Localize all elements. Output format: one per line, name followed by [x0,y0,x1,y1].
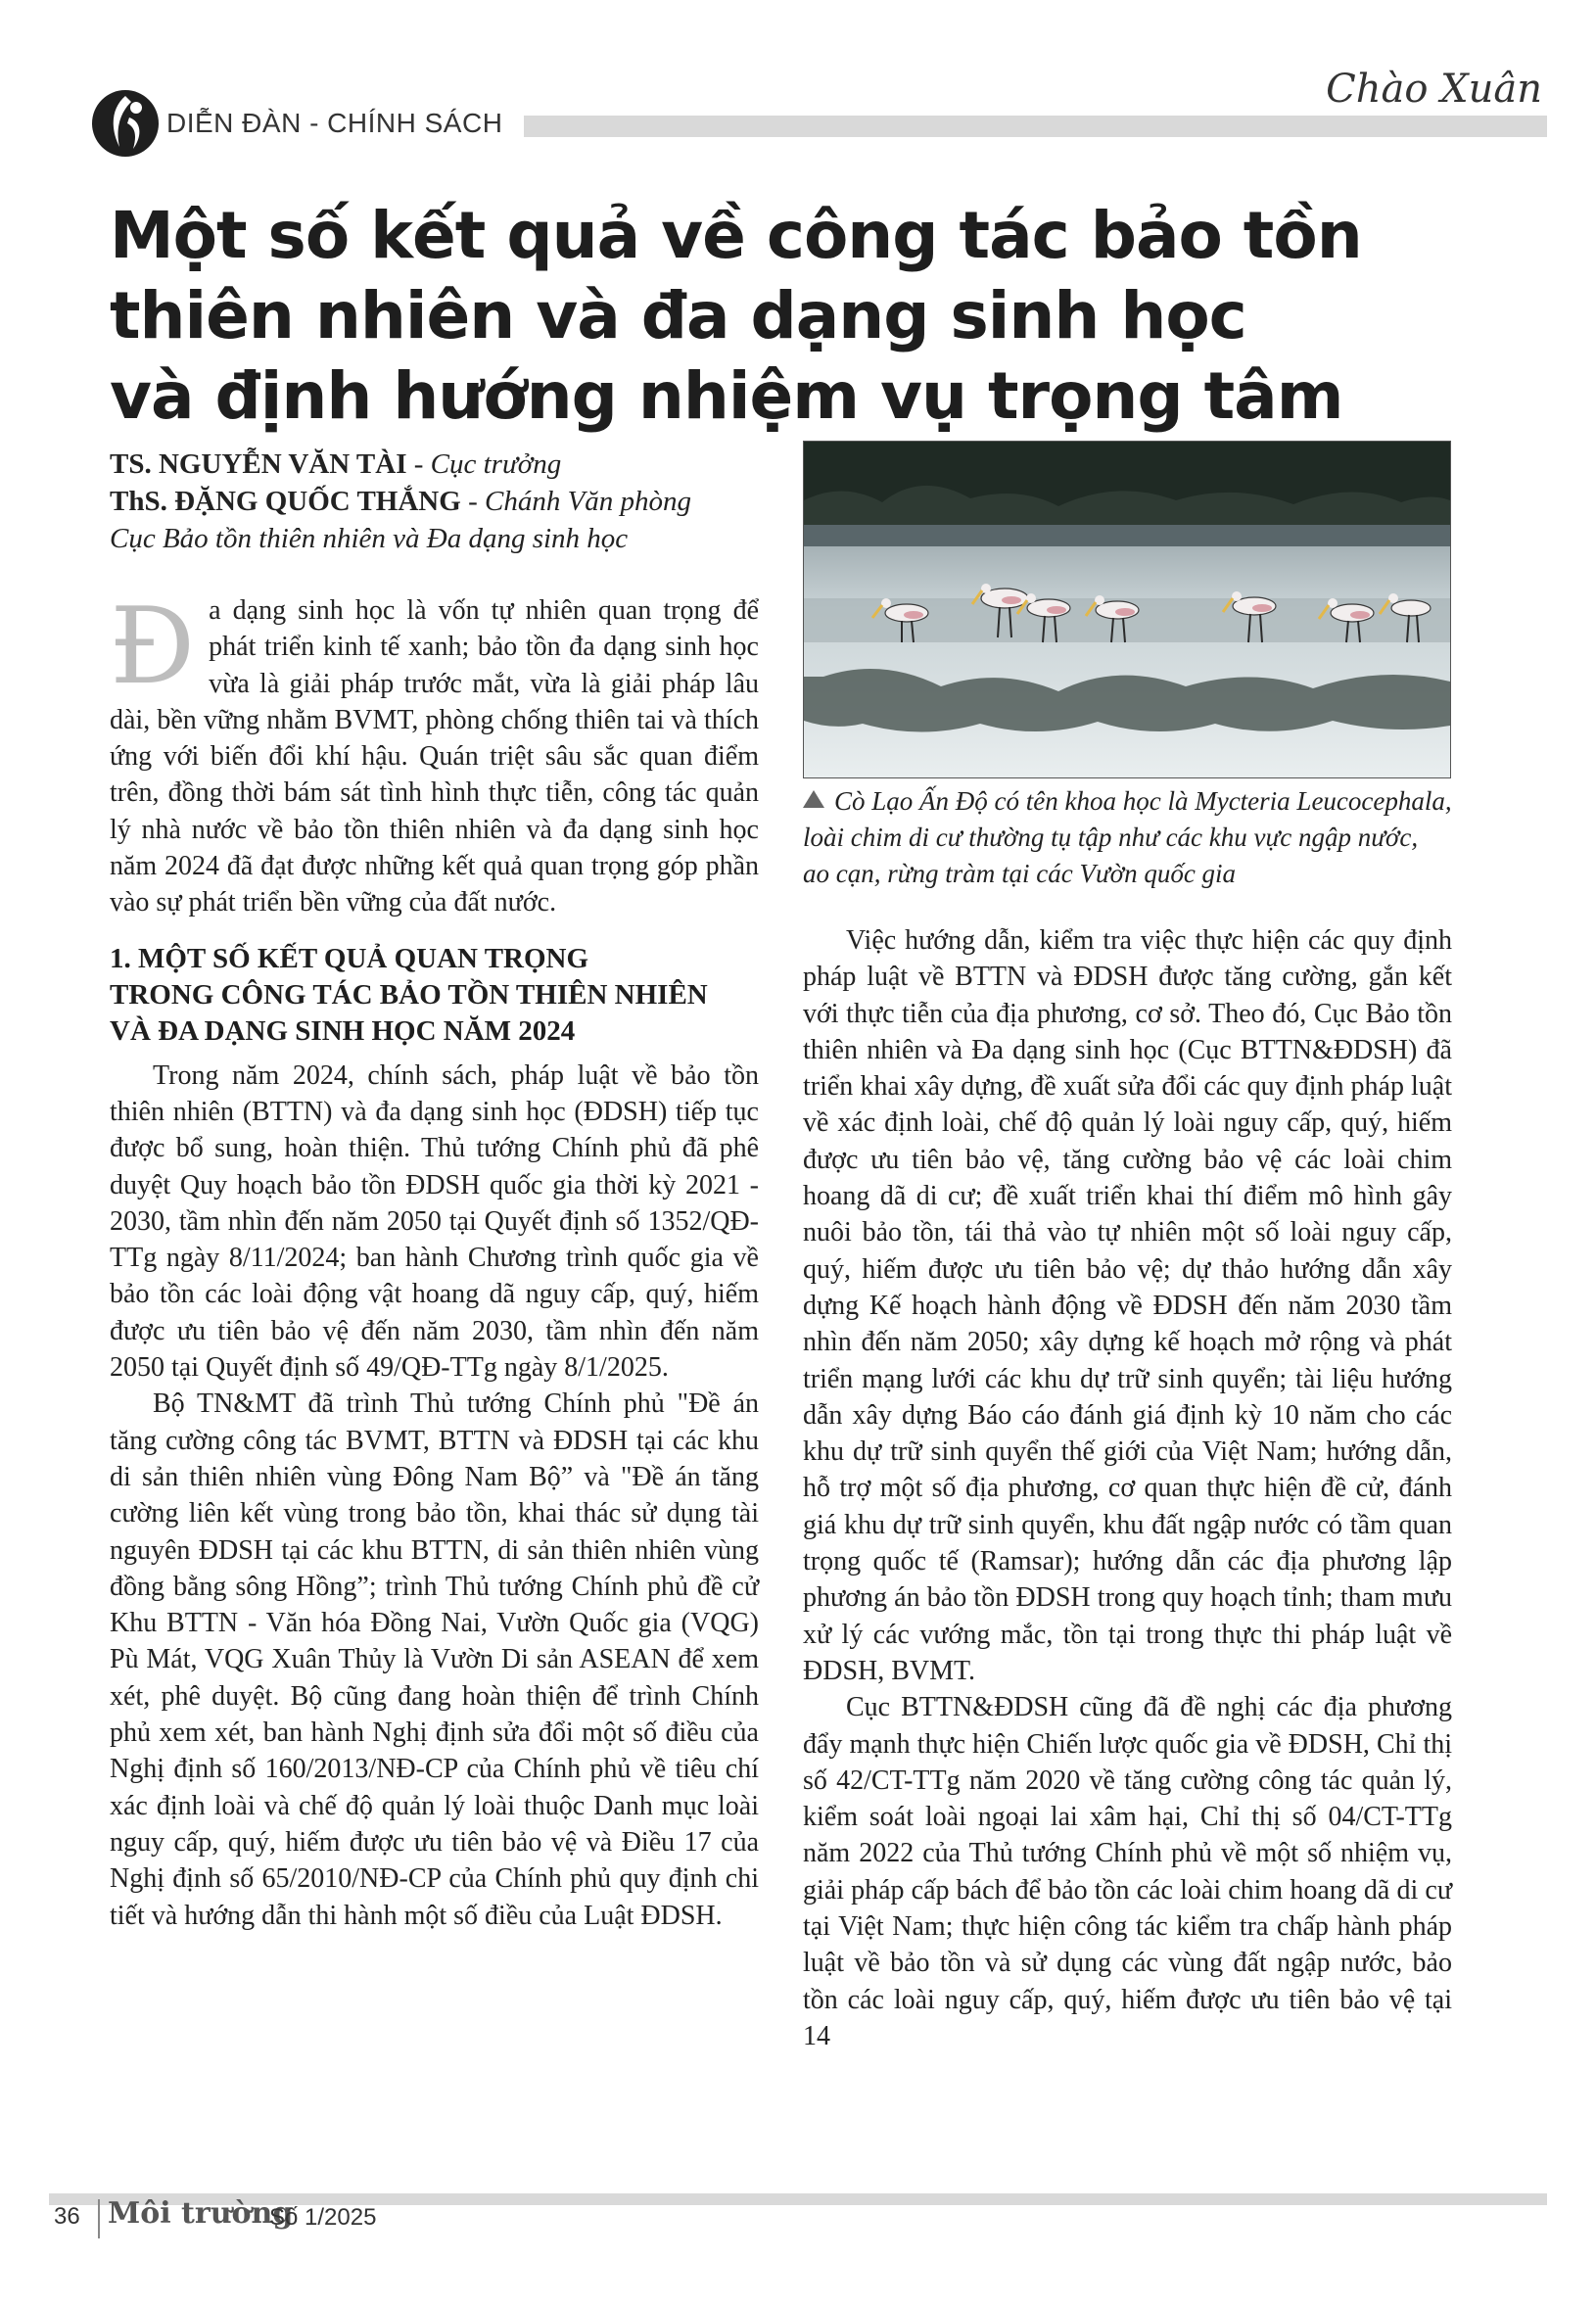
triangle-up-icon [803,790,824,808]
heading-line: VÀ ĐA DẠNG SINH HỌC NĂM 2024 [110,1014,576,1047]
body-paragraph: Việc hướng dẫn, kiểm tra việc thực hiện các quy định pháp luật về BTTN và ĐDSH được tăng cường, gắn kết với thực tiễn của địa phương, cơ sở. Theo đó, Cục Bảo tồn thiên nhiên và Đa dạng sinh học (Cục BTTN&ĐDSH) đã triển khai xây dựng, đề xuất sửa đổi các quy định pháp luật về xác định loài, chế độ quản lý loài nguy cấp, quý, hiếm được ưu tiên bảo vệ, tăng cường bảo vệ các loài chim hoang dã di cư; đề xuất triển khai thí điểm mô hình gây nuôi bảo tồn, tái thả vào tự nhiên một số loài nguy cấp, quý, hiếm được ưu tiên bảo vệ; dự thảo hướng dẫn xây dựng Kế hoạch hành động về ĐDSH đến năm 2030 tầm nhìn đến năm 2050; xây dựng kế hoạch mở rộng và phát triển mạng lưới các khu dự trữ sinh quyển; tài liệu hướng dẫn xây dựng Báo cáo đánh giá định kỳ 10 năm cho các khu dự trữ sinh quyển thế giới của Việt Nam; hướng dẫn, hỗ trợ một số địa phương, cơ quan thực hiện đề cử, đánh giá khu dự trữ sinh quyển, khu đất ngập nước có tầm quan trọng quốc tế (Ramsar); hướng dẫn các địa phương lập phương án bảo tồn ĐDSH trong quy hoạch tỉnh; tham mưu xử lý các vướng mắc, tồn tại trong thực thi pháp luật về ĐDSH, BVMT. [803,925,1452,1686]
page-number: 36 [54,2203,80,2230]
magazine-logo-icon [90,88,161,159]
caption-line-2: loài chim di cư thường tụ tập như các khu vực ngập nước, [803,823,1419,852]
left-column [110,586,759,1934]
author-2-name: ThS. ĐẶNG QUỐC THẮNG [110,486,461,517]
lead-text: a dạng sinh học là vốn tự nhiên quan trọng để phát triển kinh tế xanh; bảo tồn đa dạng sinh học vừa là giải pháp trước mắt, vừa là giải pháp lâu dài, bền vững nhằm BVMT, phòng chống thiên tai và thích ứng với biến đổi khí hậu. Quán triệt sâu sắc quan điểm trên, đồng thời bám sát tình hình thực tiễn, công tác quản lý nhà nước về bảo tồn thiên nhiên và đa dạng sinh học năm 2024 đã đạt được những kết quả quan trọng góp phần vào sự phát triển bền vững của đất nước. [110,595,759,918]
author-2 [110,483,795,520]
author-org: Cục Bảo tồn thiên nhiên và Đa dạng sinh học [110,523,629,554]
author-1-role: - Cục trưởng [406,448,562,480]
lead-paragraph [110,586,759,921]
title-line: và định hướng nhiệm vụ trọng tâm [110,358,1343,434]
wetland-stork-image [804,442,1450,777]
caption-line-1: Cò Lạo Ấn Độ có tên khoa học là Mycteria Leucocephala, [803,783,1527,820]
heading-line: 1. MỘT SỐ KẾT QUẢ QUAN TRỌNG [110,942,589,974]
photo-caption [803,783,1527,892]
header-rule [524,116,1547,137]
drop-cap: Đ [110,586,196,708]
body-paragraph: Cục BTTN&ĐDSH cũng đã đề nghị các địa phương đẩy mạnh thực hiện Chiến lược quốc gia về ĐDSH, Chỉ thị số 42/CT-TTg năm 2020 về tăng cường công tác quản lý, kiểm soát loài ngoại lai xâm hại, Chỉ thị số 04/CT-TTg năm 2022 của Thủ tướng Chính phủ về một số nhiệm vụ, giải pháp cấp bách để bảo tồn các loài chim hoang dã di cư tại Việt Nam; thực hiện công tác kiểm tra chấp hành pháp luật về bảo tồn và sử dụng các vùng đất ngập nước, bảo tồn các loài nguy cấp, quý, hiếm được ưu tiên bảo vệ tại 14 [803,1692,1452,2051]
byline [110,446,795,557]
article-title [110,196,1383,437]
magazine-name: Môi trường [108,2196,294,2231]
species-name: Mycteria Leucocephala [1195,786,1445,816]
right-column [803,922,1452,2054]
body-paragraph: Bộ TN&MT đã trình Thủ tướng Chính phủ "Đề án tăng cường công tác BVMT, BTTN và ĐDSH tại các khu di sản thiên nhiên vùng Đông Nam Bộ” và "Đề án tăng cường liên kết vùng trong bảo tồn, khai thác sử dụng tài nguyên ĐDSH tại các khu BTTN, di sản thiên nhiên vùng đồng bằng sông Hồng”; trình Thủ tướng Chính phủ đề cử Khu BTTN - Văn hóa Đồng Nai, Vườn Quốc gia (VQG) Pù Mát, VQG Xuân Thủy là Vườn Di sản ASEAN để xem xét, phê duyệt. Bộ cũng đang hoàn thiện để trình Chính phủ xem xét, ban hành Nghị định sửa đổi một số điều của Nghị định số 160/2013/NĐ-CP của Chính phủ về tiêu chí xác định loài và chế độ quản lý loài thuộc Danh mục loài nguy cấp, quý, hiếm được ưu tiên bảo vệ và Điều 17 của Nghị định số 65/2010/NĐ-CP của Chính phủ quy định chi tiết và hướng dẫn thi hành một số điều của Luật ĐDSH. [110,1388,759,1931]
issue-number: Số 1/2025 [269,2204,377,2231]
title-line: thiên nhiên và đa dạng sinh học [110,278,1246,353]
brand-script: Chào Xuân [1326,67,1542,112]
author-2-role: - Chánh Văn phòng [460,486,692,517]
title-line: Một số kết quả về công tác bảo tồn [110,198,1362,273]
author-1 [110,446,795,483]
footer-divider [98,2199,100,2238]
body-paragraph: Trong năm 2024, chính sách, pháp luật về bảo tồn thiên nhiên (BTTN) và đa dạng sinh học (ĐDSH) tiếp tục được bổ sung, hoàn thiện. Thủ tướng Chính phủ đã phê duyệt Quy hoạch bảo tồn ĐDSH quốc gia thời kỳ 2021 - 2030, tầm nhìn đến năm 2050 tại Quyết định số 1352/QĐ-TTg ngày 8/11/2024; ban hành Chương trình quốc gia về bảo tồn các loài động vật hoang dã nguy cấp, quý, hiếm được ưu tiên bảo vệ đến năm 2030, tầm nhìn đến năm 2050 tại Quyết định số 49/QĐ-TTg ngày 8/1/2025. [110,1059,759,1384]
heading-line: TRONG CÔNG TÁC BẢO TỒN THIÊN NHIÊN [110,978,708,1011]
stork-photo [803,441,1451,778]
section-1-heading [110,941,759,1050]
section-label: DIỄN ĐÀN - CHÍNH SÁCH [166,108,503,138]
author-1-name: TS. NGUYỄN VĂN TÀI [110,448,407,480]
caption-line-3: ao cạn, rừng tràm tại các Vườn quốc gia [803,859,1237,888]
